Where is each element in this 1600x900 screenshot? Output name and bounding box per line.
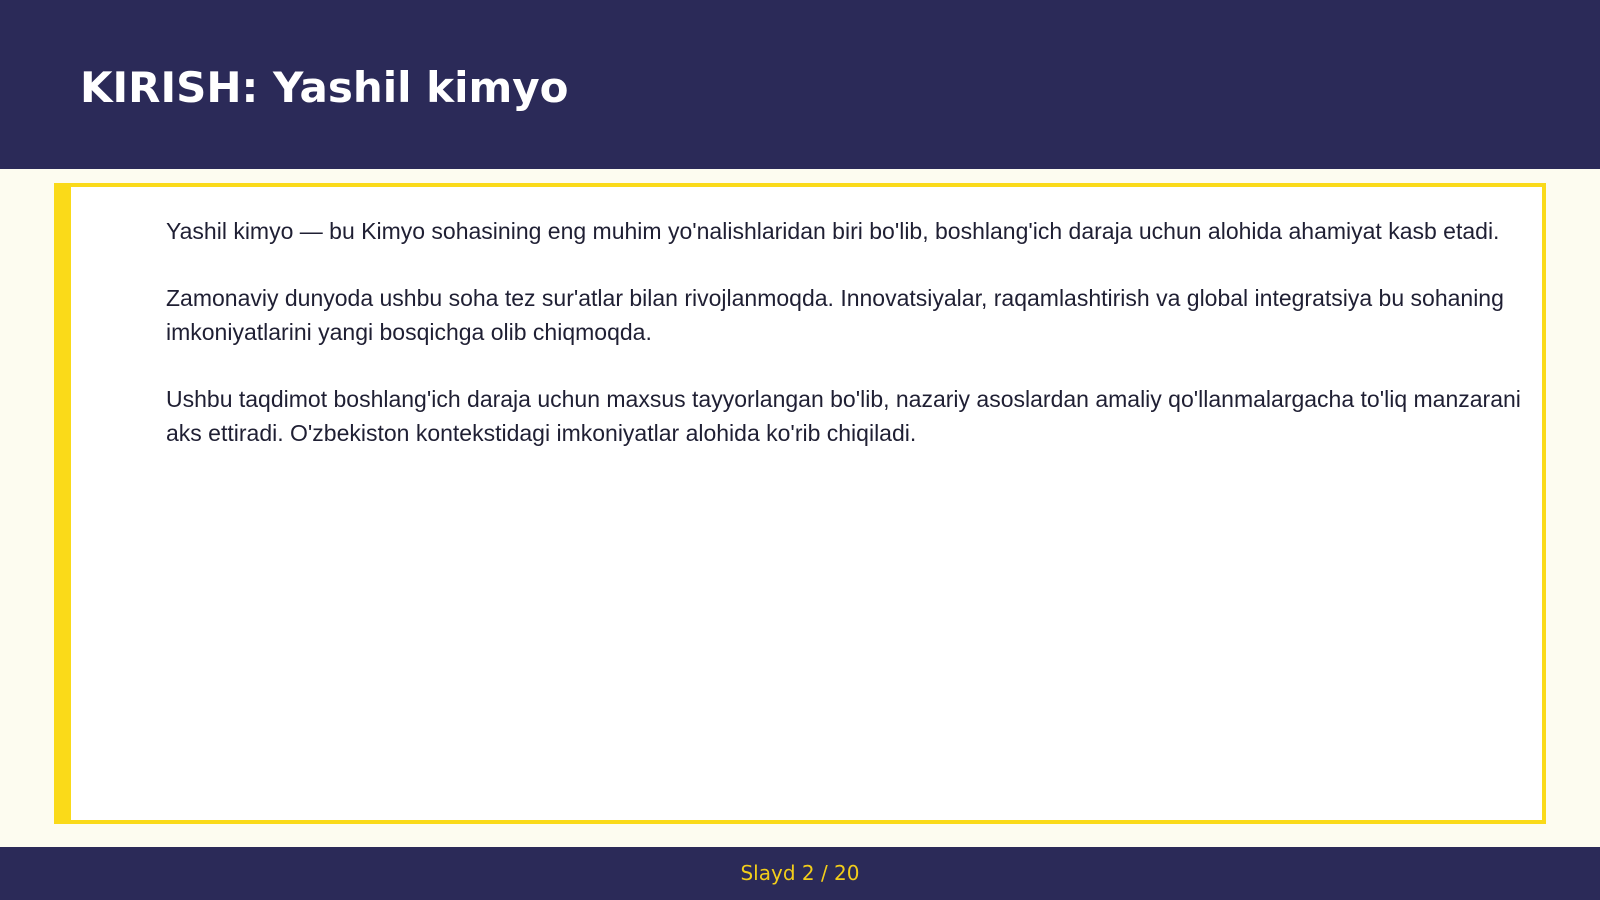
paragraph-3: Ushbu taqdimot boshlang'ich daraja uchun maxsus tayyorlangan bo'lib, nazariy asoslardan amaliy qo'llanmalargacha to'liq manzarani aks ettiradi. O'zbekiston kontekstidagi imkoniyatlar alohida ko'rib chiqiladi.: [166, 386, 1521, 446]
slide-footer: [0, 847, 1600, 900]
content-card: [54, 183, 1546, 824]
content-text: [166, 214, 1556, 483]
slide-title: KIRISH: Yashil kimyo: [80, 63, 569, 112]
paragraph-1: Yashil kimyo — bu Kimyo sohasining eng muhim yo'nalishlaridan biri bo'lib, boshlang'ich daraja uchun alohida ahamiyat kasb etadi.: [166, 218, 1500, 244]
slide-counter: Slayd 2 / 20: [740, 861, 860, 885]
paragraph-2: Zamonaviy dunyoda ushbu soha tez sur'atlar bilan rivojlanmoqda. Innovatsiyalar, raqamlashtirish va global integratsiya bu sohaning imkoniyatlarini yangi bosqichga olib chiqmoqda.: [166, 285, 1504, 345]
slide-header: [0, 0, 1600, 169]
